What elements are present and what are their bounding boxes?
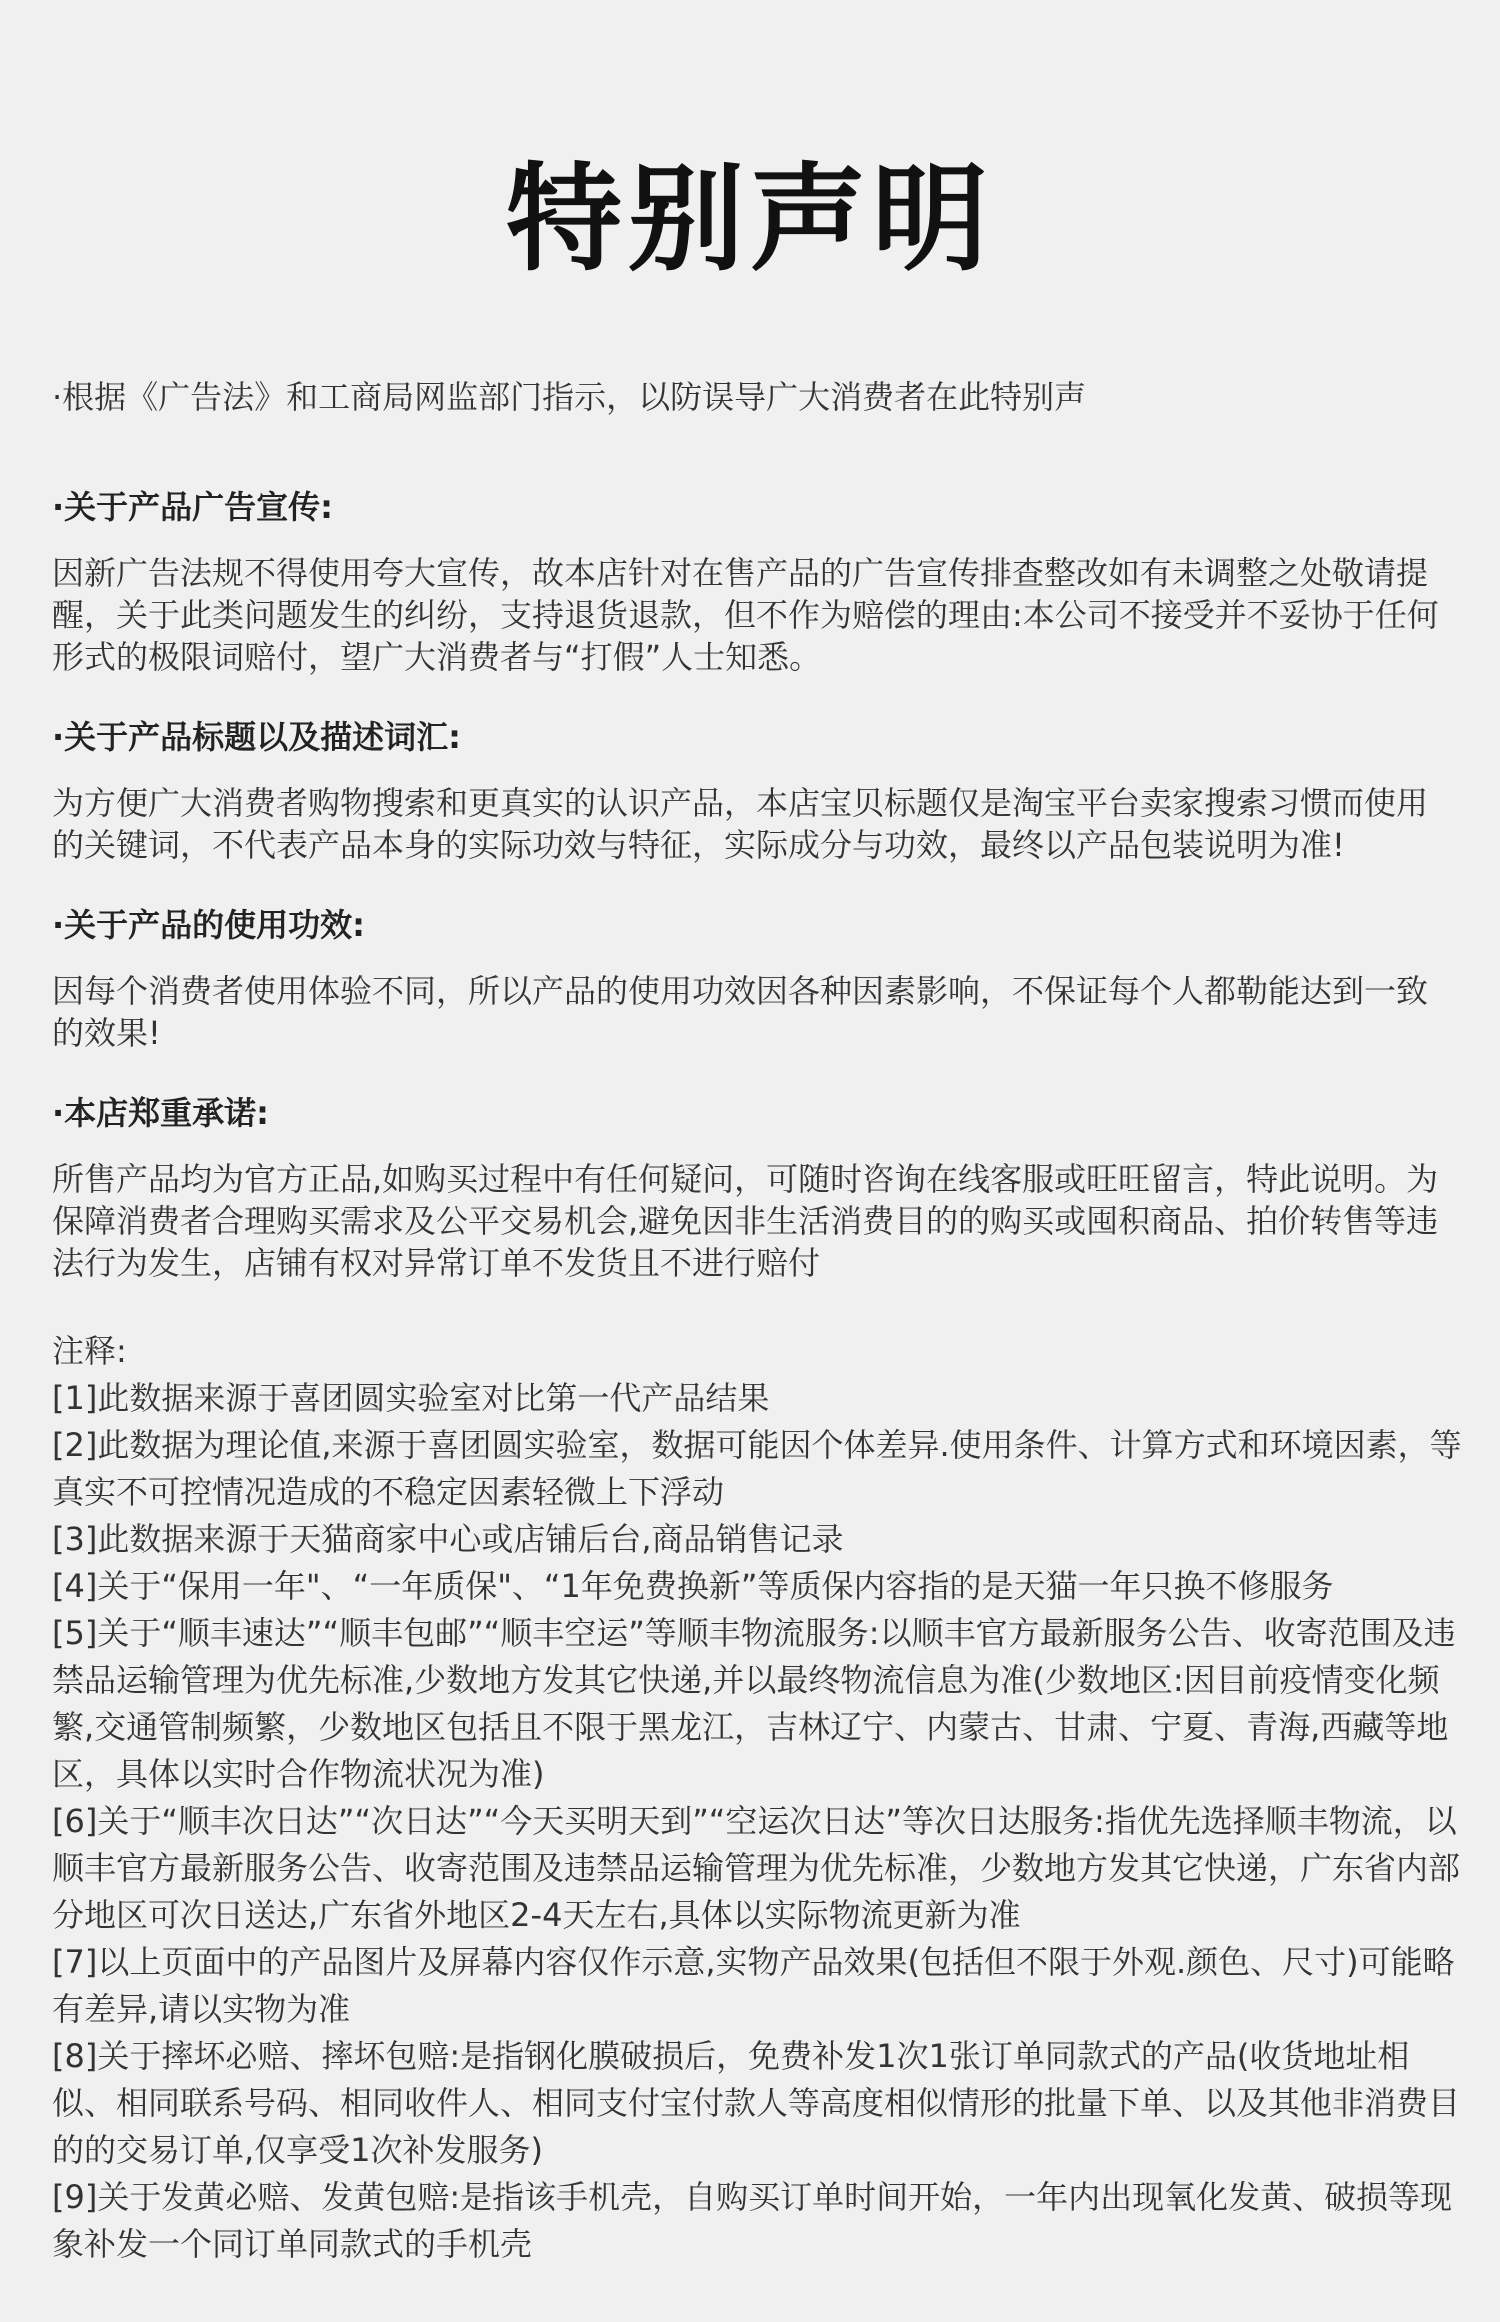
section-body: 因新广告法规不得使用夸大宣传，故本店针对在售产品的广告宣传排查整改如有未调整之处敬请提醒，关于此类问题发生的纠纷，支持退货退款，但不作为赔偿的理由:本公司不接受并不妥协于任何形式的极限词赔付，望广大消费者与“打假”人士知悉。	[52, 554, 1439, 676]
section-body: 所售产品均为官方正品,如购买过程中有任何疑问，可随时咨询在线客服或旺旺留言，特此说明。为保障消费者合理购买需求及公平交易机会,避免因非生活消费目的的购买或囤积商品、拍价转售等违法行为发生，店铺有权对异常订单不发货且不进行赔付	[52, 1160, 1439, 1282]
section-heading: ·本店郑重承诺:	[52, 1094, 269, 1132]
notes-title: 注释:	[52, 1332, 127, 1370]
note-item: [2]此数据为理论值,来源于喜团圆实验室，数据可能因个体差异.使用条件、计算方式和环境因素，等真实不可控情况造成的不稳定因素轻微上下浮动	[52, 1426, 1462, 1511]
note-item: [8]关于摔坏必赔、摔坏包赔:是指钢化膜破损后，免费补发1次1张订单同款式的产品(收货地址相似、相同联系号码、相同收件人、相同支付宝付款人等高度相似情形的批量下单、以及其他非消费目的的交易订单,仅享受1次补发服务)	[52, 2037, 1461, 2169]
notes-block	[52, 1328, 1462, 2268]
note-item: [7]以上页面中的产品图片及屏幕内容仅作示意,实物产品效果(包括但不限于外观.颜色、尺寸)可能略有差异,请以实物为准	[52, 1943, 1455, 2028]
note-item: [3]此数据来源于天猫商家中心或店铺后台,商品销售记录	[52, 1520, 844, 1558]
note-item: [1]此数据来源于喜团圆实验室对比第一代产品结果	[52, 1379, 770, 1417]
note-item: [5]关于“顺丰速达”“顺丰包邮”“顺丰空运”等顺丰物流服务:以顺丰官方最新服务公告、收寄范围及违禁品运输管理为优先标准,少数地方发其它快递,并以最终物流信息为准(少数地区:因目前疫情变化频繁,交通管制频繁，少数地区包括且不限于黑龙江，吉林辽宁、内蒙古、甘肃、宁夏、青海,西藏等地区，具体以实时合作物流状况为准)	[52, 1614, 1456, 1793]
section-heading: ·关于产品广告宣传:	[52, 488, 333, 526]
section-efficacy	[52, 902, 1448, 1054]
section-advertising	[52, 484, 1448, 678]
note-item: [9]关于发黄必赔、发黄包赔:是指该手机壳，自购买订单时间开始，一年内出现氧化发黄、破损等现象补发一个同订单同款式的手机壳	[52, 2178, 1453, 2263]
section-title-description	[52, 714, 1448, 866]
section-heading: ·关于产品标题以及描述词汇:	[52, 718, 461, 756]
section-commitment	[52, 1090, 1448, 1284]
section-body: 因每个消费者使用体验不同，所以产品的使用功效因各种因素影响，不保证每个人都勒能达到一致的效果!	[52, 972, 1429, 1052]
section-body: 为方便广大消费者购物搜索和更真实的认识产品，本店宝贝标题仅是淘宝平台卖家搜索习惯而使用的关键词，不代表产品本身的实际功效与特征，实际成分与功效，最终以产品包装说明为准!	[52, 784, 1429, 864]
note-item: [4]关于“保用一年"、“一年质保"、“1年免费换新”等质保内容指的是天猫一年只换不修服务	[52, 1567, 1334, 1605]
intro-text: ·根据《广告法》和工商局网监部门指示，以防误导广大消费者在此特别声	[52, 378, 1087, 416]
note-item: [6]关于“顺丰次日达”“次日达”“今天买明天到”“空运次日达”等次日达服务:指优先选择顺丰物流，以顺丰官方最新服务公告、收寄范围及违禁品运输管理为优先标准，少数地方发其它快递，广东省内部分地区可次日送达,广东省外地区2-4天左右,具体以实际物流更新为准	[52, 1802, 1461, 1934]
page-title: 特别声明	[506, 152, 994, 287]
section-heading: ·关于产品的使用功效:	[52, 906, 365, 944]
